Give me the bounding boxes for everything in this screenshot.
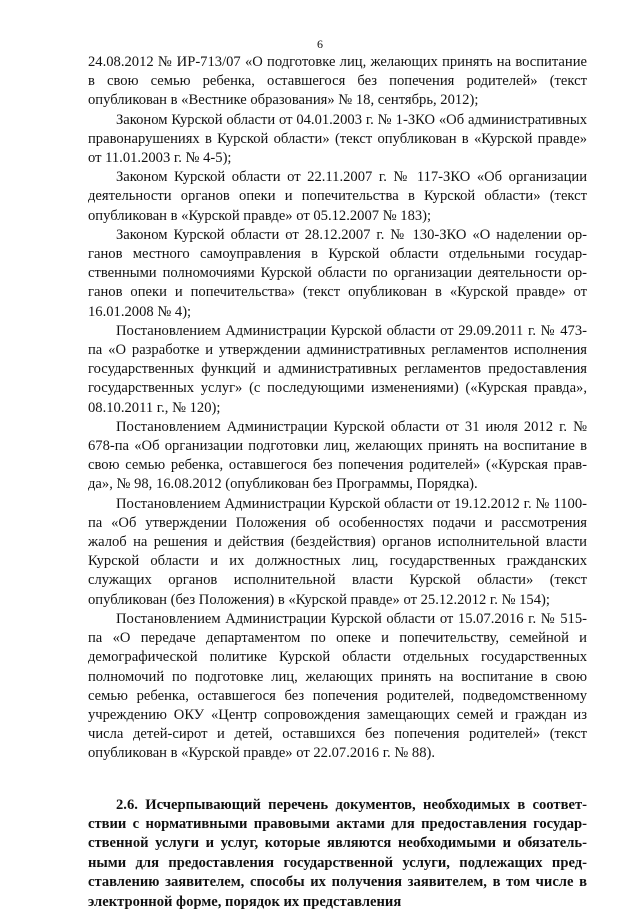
document-body (88, 53, 587, 912)
paragraph-resolution-678-pa: Постановлением Администрации Курской области от 31 июля 2012 г. № 678-па «Об организации подготовки лиц, желающих принять на воспитание в свою семью ребенка, оставшегося без попечения родителей» («Курская правда», № 98, 16.08.2012 (опубликован без Программы, Порядка). (88, 418, 587, 493)
page-number: 6 (317, 37, 323, 51)
section-heading-2-6: 2.6. Исчерпывающий перечень документов, необходимых в соответствии с нормативными правовыми актами для предоставления государственной услуги и услуг, которые являются необходимыми и обязательными для предоставления государственной услуги, подлежащих представлению заявителем, способы их получения заявителем, в том числе в электронной форме, порядок их представления (88, 796, 587, 910)
paragraph-order-continuation: 24.08.2012 № ИР-713/07 «О подготовке лиц, желающих принять на воспитание в свою семью ребенка, оставшегося без попечения родителей» (текст опубликован в «Вестнике образования» № 18, сентябрь, 2012); (88, 54, 587, 109)
paragraph-law-117-zko: Законом Курской области от 22.11.2007 г. № 117-ЗКО «Об организации деятельности органов опеки и попечительства в Курской области» (текст опубликован в «Курской правде» от 05.12.2007 № 183); (88, 169, 587, 224)
paragraph-resolution-1100-pa: Постановлением Администрации Курской области от 19.12.2012 г. № 1100-па «Об утверждении Положения об особенностях подачи и рассмотрения жалоб на решения и действия (бездействия) органов исполнительной власти Курской области и их должностных лиц, государственных гражданских служащих органов исполнительной власти Курской области» (текст опубликован (без Положения) в «Курской правде» от 25.12.2012 г. № 154); (88, 495, 587, 608)
paragraph-law-1-zko: Законом Курской области от 04.01.2003 г. № 1-ЗКО «Об административных правонарушениях в Курской области» (текст опубликован в «Курской правде» от 11.01.2003 г. № 4-5); (88, 111, 587, 167)
paragraph-law-130-zko: Законом Курской области от 28.12.2007 г. № 130-ЗКО «О наделении органов местного самоуправления в Курской области отдельными государственными полномочиями Курской области по организации деятельности органов опеки и попечительства» (текст опубликован в «Курской правде» от 16.01.2008 № 4); (88, 226, 587, 320)
paragraph-resolution-515-pa: Постановлением Администрации Курской области от 15.07.2016 г. № 515-па «О передаче департаментом по опеке и попечительству, семейной и демографической политике Курской области отдельных государственных полномочий по подготовке лиц, желающих принять на воспитание в свою семью ребенка, оставшегося без попечения родителей, подведомственному учреждению ОКУ «Центр сопровождения замещающих семей и граждан из числа детей-сирот и детей, оставшихся без попечения родителей» (текст опубликован в «Курской правде» от 22.07.2016 г. № 88). (88, 610, 587, 762)
paragraph-resolution-473-pa: Постановлением Администрации Курской области от 29.09.2011 г. № 473-па «О разработке и утверждении административных регламентов исполнения государственных функций и административных регламентов предоставления государственных услуг» (с последующими изменениями) («Курская правда», 08.10.2011 г., № 120); (88, 322, 587, 416)
